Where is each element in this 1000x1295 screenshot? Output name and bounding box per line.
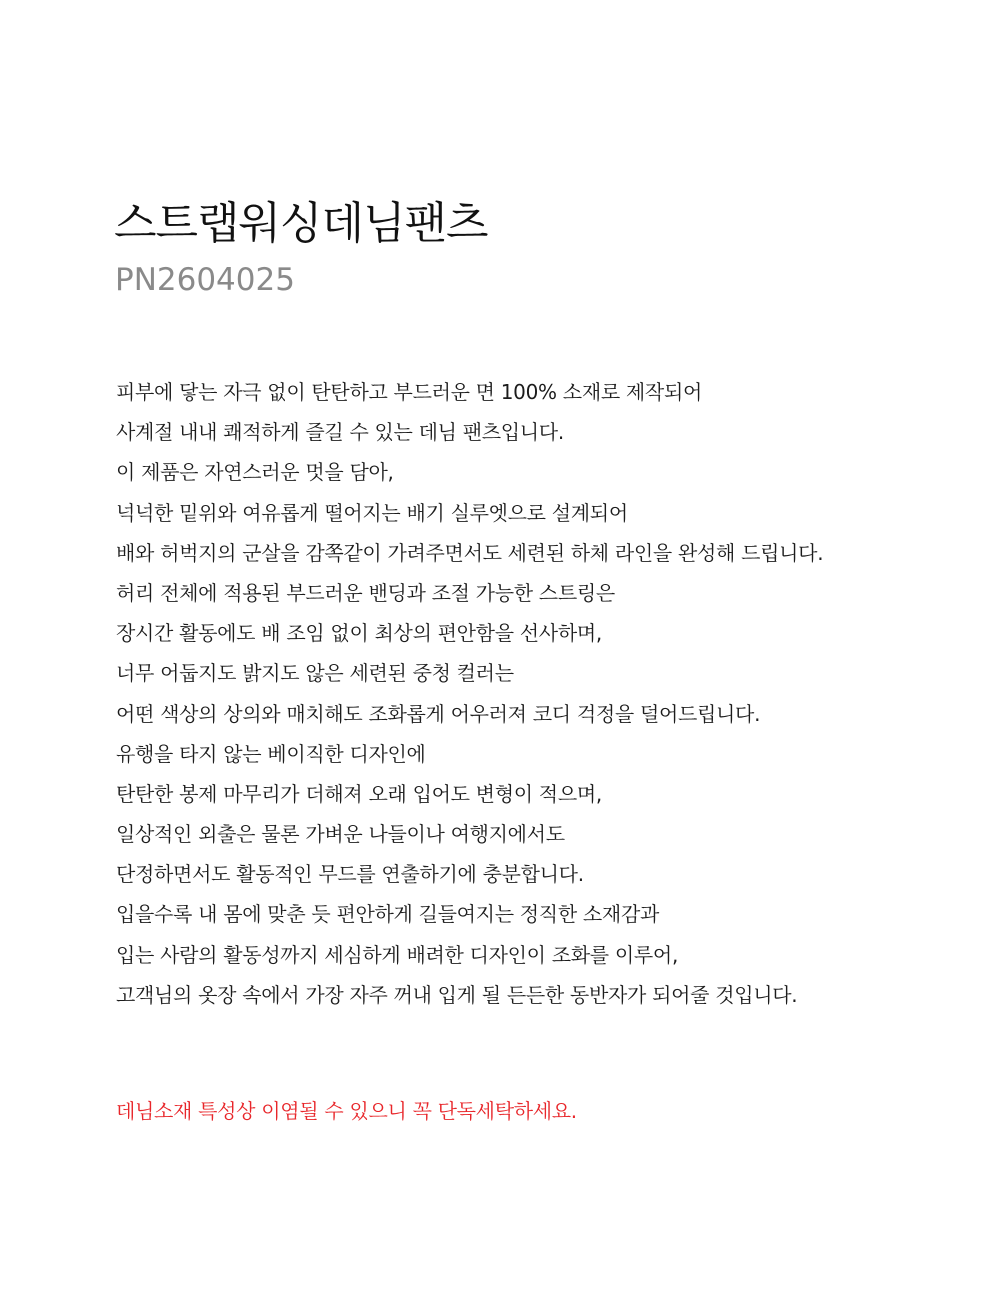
description-line: 탄탄한 봉제 마무리가 더해져 오래 입어도 변형이 적으며,	[116, 781, 602, 806]
description-line: 유행을 타지 않는 베이직한 디자인에	[116, 741, 426, 766]
description-line: 단정하면서도 활동적인 무드를 연출하기에 충분합니다.	[116, 862, 584, 887]
description-line: 일상적인 외출은 물론 가벼운 나들이나 여행지에서도	[116, 822, 565, 847]
description-line: 고객님의 옷장 속에서 가장 자주 꺼내 입게 될 든든한 동반자가 되어줄 것입니다.	[116, 982, 798, 1007]
description-line: 너무 어둡지도 밝지도 않은 세련된 중청 컬러는	[116, 661, 514, 686]
description-line: 어떤 색상의 상의와 매치해도 조화롭게 어우러져 코디 걱정을 덜어드립니다.	[116, 701, 761, 726]
description-line: 배와 허벅지의 군살을 감쪽같이 가려주면서도 세련된 하체 라인을 완성해 드립니다.	[116, 540, 824, 565]
description-line: 피부에 닿는 자극 없이 탄탄하고 부드러운 면 100% 소재로 제작되어	[116, 380, 702, 404]
description-line: 장시간 활동에도 배 조임 없이 최상의 편안함을 선사하며,	[116, 621, 602, 646]
description-line: 허리 전체에 적용된 부드러운 밴딩과 조절 가능한 스트링은	[116, 580, 615, 605]
description-line: 입는 사람의 활동성까지 세심하게 배려한 디자인이 조화를 이루어,	[116, 942, 678, 967]
product-description	[116, 372, 976, 1015]
description-line: 입을수록 내 몸에 맞춘 듯 편안하게 길들여지는 정직한 소재감과	[116, 902, 659, 927]
description-line: 사계절 내내 쾌적하게 즐길 수 있는 데님 팬츠입니다.	[116, 420, 564, 445]
description-line: 넉넉한 밑위와 여유롭게 떨어지는 배기 실루엣으로 설계되어	[116, 500, 628, 525]
product-code: PN2604025	[115, 262, 295, 298]
product-title: 스트랩워싱데님팬츠	[114, 198, 488, 249]
description-line: 이 제품은 자연스러운 멋을 담아,	[116, 460, 394, 485]
washing-warning: 데님소재 특성상 이염될 수 있으니 꼭 단독세탁하세요.	[116, 1099, 577, 1123]
